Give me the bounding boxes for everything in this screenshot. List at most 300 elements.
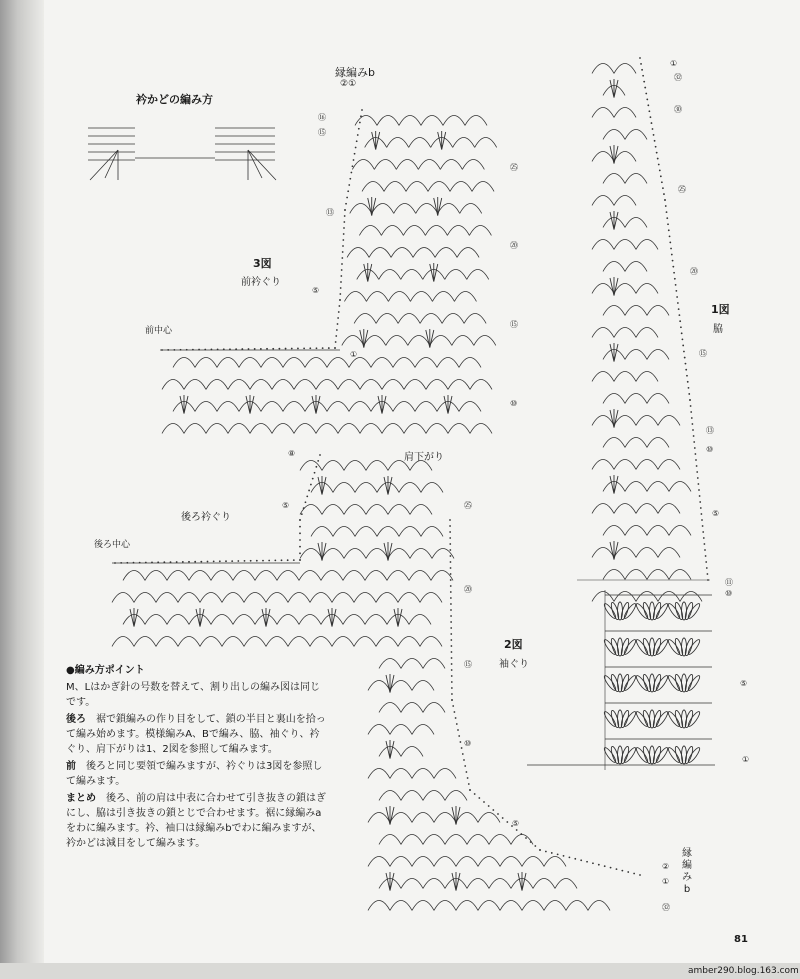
fig1-fan-petal (620, 602, 630, 621)
fig1-arch (614, 108, 636, 118)
fig3-edge-dot (336, 329, 338, 331)
fig1-edge-dot (682, 338, 684, 340)
fig2-shell (318, 476, 326, 495)
fig1-fan-petal (674, 638, 684, 657)
fig1-edge-dot (663, 193, 665, 195)
fig1-edge-dot (696, 465, 698, 467)
fig2-arch (377, 527, 399, 537)
fig3-edge-dot (297, 348, 299, 350)
fig2-arch (333, 483, 355, 493)
fig2-arch (445, 835, 467, 845)
fig1-arch (592, 548, 614, 558)
fig2-arch (322, 461, 344, 471)
collar-decrease (90, 150, 118, 180)
fig3-arch (206, 424, 228, 434)
fig2-armhole-dot (463, 759, 465, 761)
fig3-arch (350, 204, 372, 214)
fig2-arch (134, 593, 156, 603)
fig2-armhole-dot (580, 859, 582, 861)
fig3-arch (217, 402, 239, 412)
fig1-fan-petal (674, 746, 684, 765)
fig2-arch (544, 857, 566, 867)
fig3-arch (443, 116, 465, 126)
fig1-arch (680, 592, 702, 602)
fig3-arch (387, 138, 409, 148)
fig2-edge-dot (303, 507, 305, 509)
fig2-armhole-dot (557, 854, 559, 856)
fig3-edge-dot (339, 299, 341, 301)
fig1-edge-dot (682, 345, 684, 347)
fig2-armhole-dot (451, 693, 453, 695)
fig3-title: 3図 (253, 257, 272, 270)
fig3-arch (460, 204, 482, 214)
fig2-armhole-dot (450, 573, 452, 575)
page-number: 81 (734, 934, 748, 945)
fig1-fan-petal (618, 674, 623, 692)
fig2-edge-dot (312, 478, 314, 480)
fig2-row-mark: ⑮ (464, 660, 472, 669)
fig3-arch (432, 292, 454, 302)
fig3-edge-dot (343, 227, 345, 229)
fig3-edge-dot (337, 323, 339, 325)
fig3-arch (195, 402, 217, 412)
fig2-arch (167, 615, 189, 625)
fig2-shell (130, 608, 138, 627)
fig2-shell (518, 872, 526, 891)
fig1-edge-dot (702, 525, 704, 527)
fig1-edge-dot (704, 543, 706, 545)
fig3-arch (437, 358, 459, 368)
fig3-arch (418, 160, 440, 170)
fig2-arch (423, 879, 445, 889)
fig1-fan-petal (610, 710, 620, 729)
fig2-arch (412, 769, 434, 779)
fig3-arch (250, 424, 272, 434)
fig2-arch (112, 637, 134, 647)
fig1-edge-dot (659, 170, 661, 172)
fig1-edge-dot (651, 122, 653, 124)
fig2-arch (401, 703, 423, 713)
fig1-fan-petal (618, 602, 623, 620)
fig3-arch (272, 380, 294, 390)
fig1-edge-dot (691, 417, 693, 419)
fig3-arch (440, 160, 462, 170)
fig1-row-mark: ㉕ (678, 185, 686, 194)
fig2-armhole-dot (449, 519, 451, 521)
fig3-arch (327, 402, 349, 412)
fig3-edge-dot (322, 347, 324, 349)
fig2-arch (379, 659, 401, 669)
fig1-arch (625, 438, 647, 448)
fig3-arch (420, 314, 442, 324)
fig1-arch (658, 592, 680, 602)
fig2-arch (211, 615, 233, 625)
fig2-shell (386, 806, 394, 825)
fig1-fan-petal (620, 710, 630, 729)
fig3-arch (410, 292, 432, 302)
fig2-arch (379, 791, 401, 801)
fig2-arch (344, 549, 366, 559)
fig2-arch (244, 593, 266, 603)
fig1-edge-dot (695, 453, 697, 455)
fig3-arch (435, 248, 457, 258)
fig2-row-mark: ⑧ (288, 449, 296, 458)
fig1-edge-dot (688, 387, 690, 389)
fig3-edge-dot (348, 184, 350, 186)
fig3-arch (459, 358, 481, 368)
fig2-arch (489, 835, 511, 845)
fig3-arch (294, 424, 316, 434)
fig3-arch (403, 226, 425, 236)
fig3-row-mark: ⑳ (510, 241, 518, 250)
notes-back (66, 712, 326, 757)
fig3-arch (355, 116, 377, 126)
fig3-row-mark: ㉕ (510, 163, 518, 172)
fig2-shell (386, 740, 394, 759)
fig1-arch (603, 130, 625, 140)
fig2-arch (266, 593, 288, 603)
fig2-armhole-dot (506, 821, 508, 823)
fig1-fan-petal (650, 674, 655, 692)
fig2-arch (390, 725, 412, 735)
fig3-edge-dot (359, 122, 361, 124)
fig2-arch (266, 637, 288, 647)
fig1-fan-petal (642, 746, 652, 765)
fig2-arch (376, 637, 398, 647)
fig3-arch (464, 314, 486, 324)
fig2-edge-dot (281, 559, 283, 561)
fig2-armhole-dot (451, 663, 453, 665)
fig1-fan-petal (620, 638, 630, 657)
fig1-arch (625, 394, 647, 404)
fig1-edge-dot (672, 266, 674, 268)
edge-b-top-marks: ②① (340, 79, 357, 89)
fig2-armhole-dot (469, 789, 471, 791)
fig3-arch (401, 270, 423, 280)
fig1-edge-dot (657, 158, 659, 160)
fig2-armhole-dot (497, 813, 499, 815)
fig2-arch (145, 571, 167, 581)
fig3-arch (369, 248, 391, 258)
fig1-edge-dot (687, 381, 689, 383)
fig1-fan-petal (684, 710, 694, 729)
fig2-edge-dot (299, 519, 301, 521)
notes-intro: M、Lはかぎ針の号数を替えて、割り出しの編み図は同じです。 (66, 682, 320, 708)
fig1-shell (610, 211, 618, 230)
fig1-row-mark: ⑤ (740, 679, 748, 688)
fig2-arch (311, 527, 333, 537)
fig2-arch (277, 571, 299, 581)
fig2-armhole-dot (460, 741, 462, 743)
fig3-edge-dot (337, 317, 339, 319)
fig3-row-mark: ⑮ (510, 320, 518, 329)
fig1-arch (647, 306, 669, 316)
fig3-edge-dot (272, 348, 274, 350)
fig2-edge-dot (315, 466, 317, 468)
fig1-fan-petal (684, 674, 694, 693)
fig2-arch (211, 571, 233, 581)
fig3-arch (454, 292, 476, 302)
fig2-arch (354, 593, 376, 603)
fig3-arch (327, 358, 349, 368)
fig3-arch (438, 204, 460, 214)
fig1-edge-dot (674, 278, 676, 280)
fig1-edge-dot (690, 411, 692, 413)
fig2-arch (233, 571, 255, 581)
front-center-label: 前中心 (145, 326, 173, 336)
fig3-arch (442, 314, 464, 324)
fig2-title: 2図 (504, 638, 523, 651)
fig2-armhole-dot (633, 873, 635, 875)
fig2-arch (344, 461, 366, 471)
fig1-fan-petal (650, 746, 655, 764)
fig1-edge-dot (685, 369, 687, 371)
fig2-armhole-dot (451, 651, 453, 653)
fig1-arch (592, 240, 614, 250)
fig3-edge-dot (341, 257, 343, 259)
fig1-edge-dot (705, 555, 707, 557)
fig2-armhole-dot (458, 735, 460, 737)
fig2-arch (478, 901, 500, 911)
fig3-arch (362, 182, 384, 192)
fig2-armhole-dot (492, 809, 494, 811)
fig1-arch (658, 504, 680, 514)
fig1-shell (610, 343, 618, 362)
fig1-arch (614, 592, 636, 602)
fig1-edge-dot (689, 399, 691, 401)
fig3-arch (352, 160, 374, 170)
fig1-arch (625, 218, 647, 228)
fig2-shell (384, 476, 392, 495)
fig3-arch (394, 204, 416, 214)
fig1-edge-dot (698, 483, 700, 485)
fig2-armhole-dot (616, 868, 618, 870)
fig3-arch (386, 336, 408, 346)
fig2-armhole-dot (530, 841, 532, 843)
fig2-arch (333, 527, 355, 537)
fig1-edge-dot (669, 235, 671, 237)
fig3-arch (376, 314, 398, 324)
fig2-arch (434, 769, 456, 779)
fig3-arch (448, 380, 470, 390)
fig1-arch (669, 570, 691, 580)
fig1-arch (647, 350, 669, 360)
fig2-armhole-dot (525, 837, 527, 839)
fig3-edge-dot (347, 190, 349, 192)
fig2-arch (167, 571, 189, 581)
fig3-arch (228, 424, 250, 434)
fig1-fan-petal (618, 746, 623, 764)
fig2-arch (355, 527, 377, 537)
fig2-arch (401, 659, 423, 669)
fig2-arch (366, 549, 388, 559)
fig2-arch (555, 879, 577, 889)
fig1-edge-dot (695, 459, 697, 461)
fig1-fan-petal (682, 710, 687, 728)
fig1-edge-dot (643, 81, 645, 83)
fig2-armhole-dot (450, 579, 452, 581)
fig3-arch (467, 270, 489, 280)
fig3-shell (426, 329, 434, 348)
fig3-arch (364, 336, 386, 346)
fig2-edge-dot (287, 559, 289, 561)
fig3-arch (349, 402, 371, 412)
notes-front-text: 後ろと同じ要領で編みますが、衿ぐりは3図を参照して編みます。 (66, 761, 323, 787)
fig1-arch (636, 240, 658, 250)
fig2-arch (456, 813, 478, 823)
fig3-row-mark: ⑯ (318, 113, 326, 122)
fig3-edge-dot (303, 347, 305, 349)
fig3-arch (391, 248, 413, 258)
fig1-row-mark: ⑳ (690, 267, 698, 276)
fig1-arch (592, 284, 614, 294)
fig2-arch (368, 769, 390, 779)
fig1-row-mark: ㉜ (674, 73, 682, 82)
fig2-arch (401, 835, 423, 845)
fig2-armhole-dot (545, 851, 547, 853)
fig2-arch (178, 593, 200, 603)
fig2-arch (410, 505, 432, 515)
fig3-shell (364, 263, 372, 282)
fig2-armhole-dot (450, 567, 452, 569)
fig3-edge-dot (352, 165, 354, 167)
fig2-edge-dot (250, 560, 252, 562)
notes-back-text: 裾で鎖編みの作り目をして、鎖の半目と裏山を拾って編み始めます。模様編みA、Bで編み、脇、袖ぐり、衿ぐり、肩下がりは1、2図を参照して編みます。 (66, 714, 326, 755)
fig3-arch (409, 138, 431, 148)
fig2-arch (156, 637, 178, 647)
fig3-arch (413, 248, 435, 258)
fig1-edge-dot (641, 69, 643, 71)
fig1-edge-dot (699, 501, 701, 503)
fig2-arch (300, 505, 322, 515)
fig3-arch (162, 380, 184, 390)
fig1-edge-dot (677, 302, 679, 304)
fig3-edge-dot (285, 348, 287, 350)
fig3-edge-dot (342, 251, 344, 253)
fig3-edge-dot (260, 348, 262, 350)
fig3-shell (368, 197, 376, 216)
fig3-shell (180, 395, 188, 414)
fig2-armhole-dot (610, 867, 612, 869)
fig3-arch (305, 358, 327, 368)
fig1-edge-dot (665, 205, 667, 207)
fig3-arch (393, 358, 415, 368)
collar-method-title: 衿かどの編み方 (136, 93, 213, 106)
fig2-edge-dot (310, 484, 312, 486)
fig2-armhole-dot (450, 639, 452, 641)
fig1-arch (614, 240, 636, 250)
back-neck-label: 後ろ衿ぐり (181, 512, 231, 523)
fig2-armhole-dot (464, 765, 466, 767)
fig1-fan-petal (652, 746, 662, 765)
fig2-edge-dot (188, 561, 190, 563)
fig1-edge-dot (700, 507, 702, 509)
fig2-arch (390, 857, 412, 867)
fig2-armhole-dot (455, 717, 457, 719)
fig2-armhole-dot (450, 555, 452, 557)
fig3-arch (426, 424, 448, 434)
fig2-row-mark: ⑩ (464, 739, 472, 748)
fig1-arch (592, 592, 614, 602)
fig1-fan-petal (642, 710, 652, 729)
fig2-armhole-dot (450, 627, 452, 629)
fig2-arch (390, 813, 412, 823)
notes-finish (66, 791, 326, 851)
fig3-arch (184, 380, 206, 390)
fig1-edge-dot (667, 223, 669, 225)
fig3-arch (474, 336, 496, 346)
fig2-arch (310, 637, 332, 647)
fig1-arch (625, 570, 647, 580)
fig2-arch (434, 857, 456, 867)
fig3-arch (406, 182, 428, 192)
fig2-edge-dot (200, 561, 202, 563)
fig1-shell (610, 475, 618, 494)
fig1-edge-dot (705, 561, 707, 563)
fig1-arch (636, 284, 658, 294)
fig1-arch (625, 306, 647, 316)
fig2-edge-dot (306, 495, 308, 497)
fig2-arch (368, 813, 390, 823)
fig2-edge-dot (317, 460, 319, 462)
fig2-arch (388, 549, 410, 559)
fig2-edge-dot (176, 561, 178, 563)
fig3-arch (283, 402, 305, 412)
fig2-armhole-dot (449, 537, 451, 539)
fig3-arch (374, 160, 396, 170)
fig1-edge-dot (675, 284, 677, 286)
fig1-arch (625, 174, 647, 184)
fig2-armhole-dot (451, 699, 453, 701)
fig2-armhole-dot (452, 705, 454, 707)
fig3-edge-dot (346, 197, 348, 199)
fig3-edge-dot (344, 215, 346, 217)
fig1-fan-petal (618, 638, 623, 656)
fig2-arch (434, 813, 456, 823)
fig2-edge-dot (262, 560, 264, 562)
fig1-edge-dot (673, 272, 675, 274)
fig1-arch (647, 438, 669, 448)
fig1-title: 1図 (711, 303, 730, 316)
fig3-arch (425, 226, 447, 236)
fig2-arch (365, 571, 387, 581)
fig3-arch (239, 358, 261, 368)
fig1-edge-dot (686, 375, 688, 377)
fig1-fan-petal (620, 674, 630, 693)
fig1-row-mark: ⑮ (699, 349, 707, 358)
fig1-arch (592, 372, 614, 382)
fig3-edge-dot (340, 281, 342, 283)
fig2-armhole-dot (466, 771, 468, 773)
fig1-arch (614, 196, 636, 206)
fig1-arch (658, 416, 680, 426)
fig1-arch (647, 482, 669, 492)
fig1-edge-dot (688, 393, 690, 395)
fig1-edge-dot (693, 441, 695, 443)
fig3-arch (366, 292, 388, 302)
fig2-arch (355, 483, 377, 493)
fig2-edge-dot (314, 472, 316, 474)
fig2-edge-dot (299, 539, 301, 541)
fig1-arch (669, 526, 691, 536)
fig2-armhole-dot (563, 855, 565, 857)
fig1-arch (636, 548, 658, 558)
fig3-arch (475, 138, 497, 148)
fig3-edge-dot (341, 263, 343, 265)
fig1-edge-dot (676, 296, 678, 298)
fig2-edge-dot (319, 454, 321, 456)
fig1-edge-dot (707, 573, 709, 575)
